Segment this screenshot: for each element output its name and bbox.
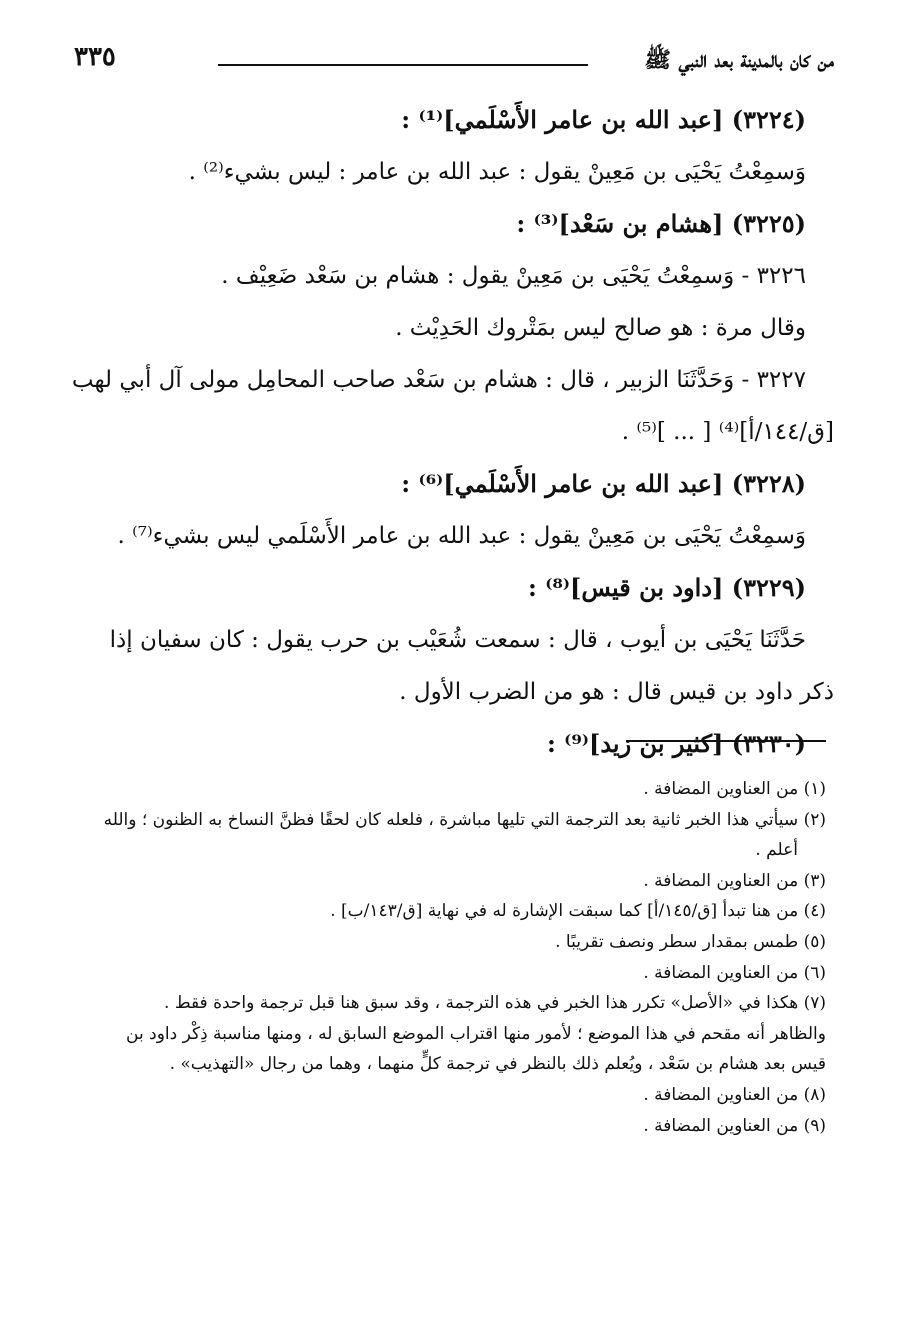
running-title: من كان بالمدينة بعد النبي ﷺ (644, 47, 834, 73)
text-line: وقال مرة : هو صالح ليس بمَتْروك الحَدِيْث . (395, 315, 806, 341)
text-line: ٣٢٢٦ - وَسمِعْتُ يَحْيَى بن مَعِينْ يقول : هشام بن سَعْد ضَعِيْف . (221, 263, 806, 289)
footnote-2-continued: أعلم . (755, 840, 798, 861)
text-line: وَسمِعْتُ يَحْيَى بن مَعِينْ يقول : عبد الله بن عامر الأَسْلَمي ليس بشيء⁽⁷⁾ . (117, 523, 806, 549)
footnote-4: (٤) من هنا تبدأ [ق/١٤٥/أ] كما سبقت الإشارة له في نهاية [ق/١٤٣/ب] . (330, 901, 826, 922)
footnote-1: (١) من العناوين المضافة . (643, 779, 826, 799)
footnote-3: (٣) من العناوين المضافة . (643, 870, 826, 891)
footnotes (78, 774, 826, 1141)
page-header (70, 42, 834, 82)
footnote-2: (٢) سيأتي هذا الخبر ثانية بعد الترجمة التي تليها مباشرة ، فلعله كان لحقًا فظنَّ النساخ به الظنون ؛ والله (103, 809, 826, 830)
entry-heading-3230: (٣٢٣٠) [كثير بن زيد]⁽⁹⁾ : (546, 729, 806, 758)
footnote-7: (٧) هكذا في «الأصل» تكرر هذا الخبر في هذه الترجمة ، وقد سبق هنا قبل ترجمة واحدة فقط . (164, 993, 826, 1014)
text-line: ٣٢٢٧ - وَحَدَّثَنَا الزبير ، قال : هشام بن سَعْد صاحب المحامِل مولى آل أبي لهب (71, 367, 806, 393)
entry-heading-3229: (٣٢٢٩) [داود بن قيس]⁽⁸⁾ : (528, 573, 806, 602)
entry-heading-3225: (٣٢٢٥) [هشام بن سَعْد]⁽³⁾ : (516, 209, 806, 238)
footnote-5: (٥) طمس بمقدار سطر ونصف تقريبًا . (555, 931, 826, 952)
footnote-8: (٨) من العناوين المضافة . (643, 1084, 826, 1105)
page-number: ٣٣٥ (74, 42, 116, 72)
text-line: ذكر داود بن قيس قال : هو من الضرب الأول . (399, 679, 834, 705)
main-text (70, 94, 834, 770)
text-line: وَسمِعْتُ يَحْيَى بن مَعِينْ يقول : عبد الله بن عامر : ليس بشيء⁽²⁾ . (188, 159, 806, 185)
footnote-separator (626, 740, 826, 742)
footnote-6: (٦) من العناوين المضافة . (643, 962, 826, 983)
footnote-9: (٩) من العناوين المضافة . (643, 1115, 826, 1136)
entry-heading-3228: (٣٢٢٨) [عبد الله بن عامر الأَسْلَمي]⁽⁶⁾ : (401, 469, 806, 498)
text-line: حَدَّثَنَا يَحْيَى بن أيوب ، قال : سمعت شُعَيْب بن حرب يقول : كان سفيان إذا (109, 627, 806, 653)
entry-heading-3224: (٣٢٢٤) [عبد الله بن عامر الأَسْلَمي]⁽¹⁾ : (401, 105, 806, 134)
footnote-7-continued: والظاهر أنه مقحم في هذا الموضع ؛ لأمور منها اقتراب الموضع السابق له ، ومنها مناسبة ذِكْر داود بن (126, 1023, 826, 1044)
text-line: [ق/١٤٤/أ]⁽⁴⁾ [ ... ]⁽⁵⁾ . (621, 419, 834, 445)
header-rule (218, 64, 588, 66)
footnote-7-continued: قيس بعد هشام بن سَعْد ، ويُعلم ذلك بالنظر في ترجمة كلٍّ منهما ، وهما من رجال «التهذيب» . (169, 1054, 826, 1075)
